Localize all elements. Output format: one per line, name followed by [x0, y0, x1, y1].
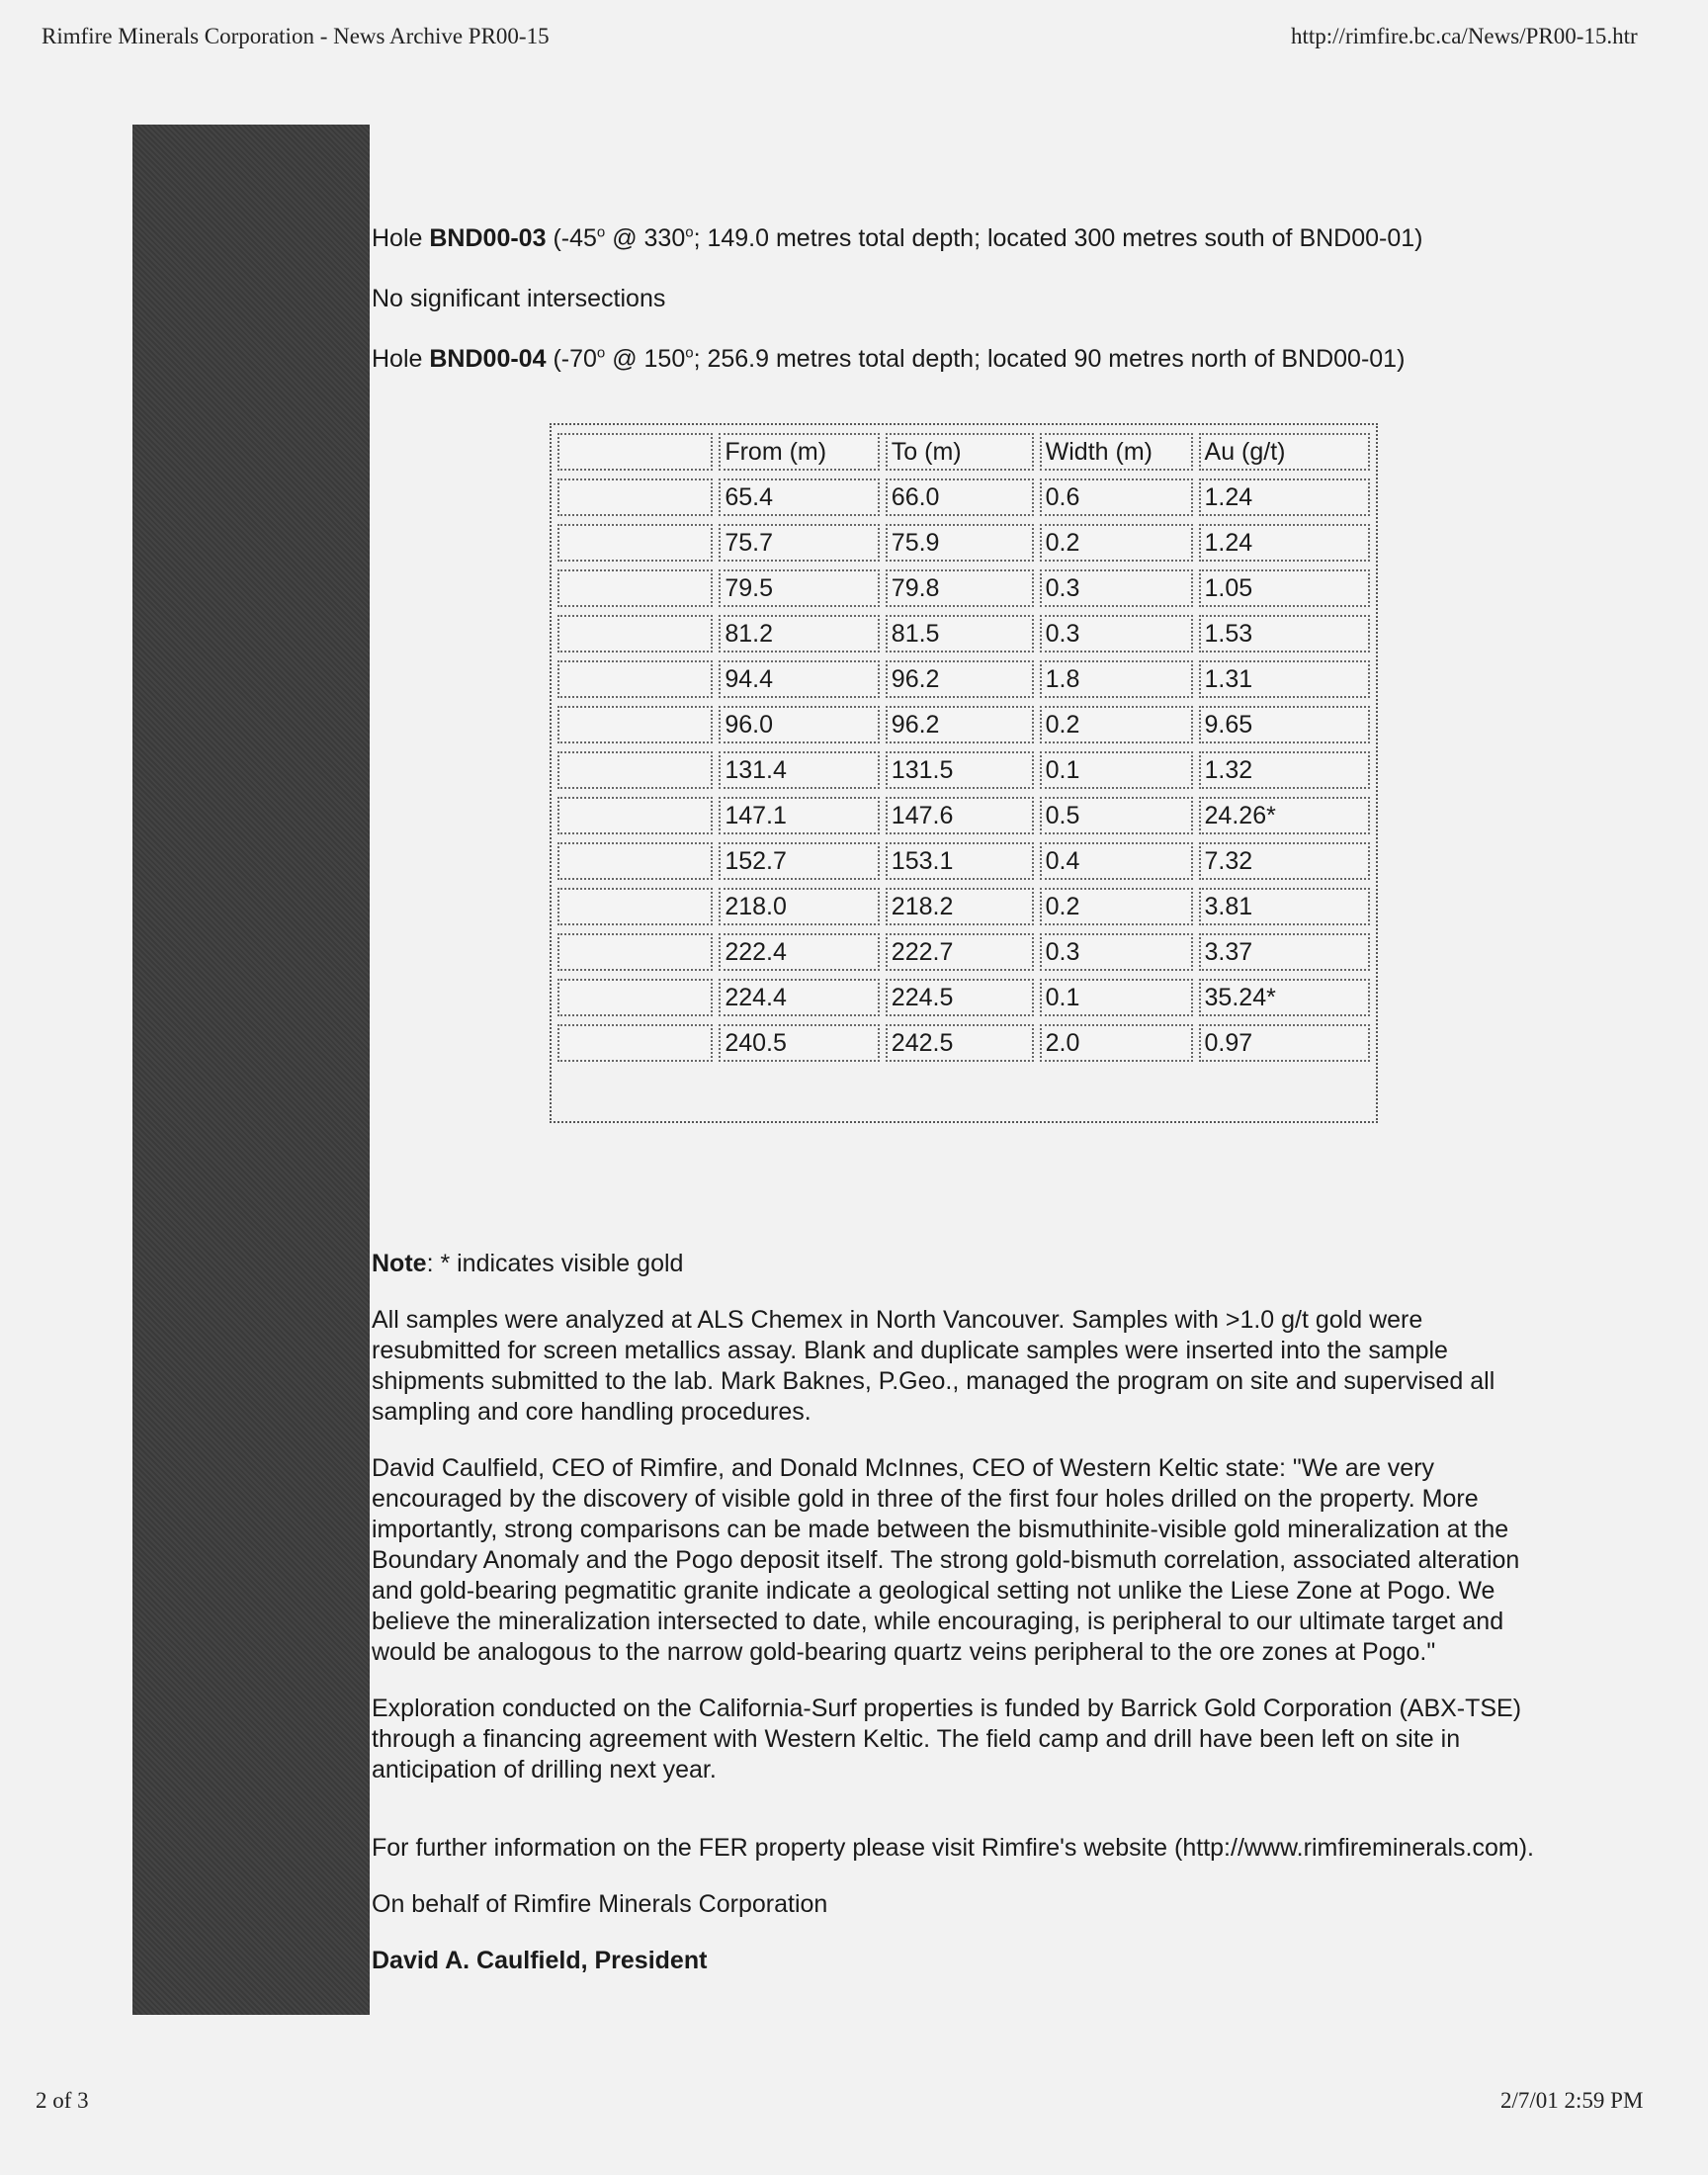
table-row — [557, 569, 1370, 607]
table-cell: 96.2 — [886, 660, 1034, 698]
table-cell: 152.7 — [719, 842, 879, 880]
table-cell: 0.1 — [1040, 979, 1193, 1016]
table-cell: 0.1 — [1040, 751, 1193, 789]
table-header-row — [557, 433, 1370, 471]
table-cell: 1.32 — [1199, 751, 1370, 789]
hole-bnd00-04-heading: Hole BND00-04 (-70$^o$ @ 150$^o$; 256.9 metres total depth; located 90 metres north of BND00-01) — [372, 344, 1406, 373]
table-cell: 0.2 — [1040, 524, 1193, 562]
table-cell: 1.8 — [1040, 660, 1193, 698]
table-cell: 3.81 — [1199, 888, 1370, 925]
table-cell: 131.5 — [886, 751, 1034, 789]
page-number: 2 of 3 — [36, 2088, 89, 2113]
table-cell: 75.9 — [886, 524, 1034, 562]
paragraph-info: For further information on the FER property please visit Rimfire's website (http://www.rimfireminerals.com). — [372, 1834, 1534, 1862]
table-cell: 94.4 — [719, 660, 879, 698]
assay-results-table — [550, 423, 1378, 1123]
table-cell: 0.2 — [1040, 888, 1193, 925]
page-header-url: http://rimfire.bc.ca/News/PR00-15.htr — [1291, 24, 1638, 48]
table-cell: 0.6 — [1040, 478, 1193, 516]
table-cell: 0.97 — [1199, 1024, 1370, 1062]
table-cell: 79.8 — [886, 569, 1034, 607]
table-cell — [557, 797, 713, 834]
table-cell: 1.53 — [1199, 615, 1370, 652]
table-header-cell: From (m) — [719, 433, 879, 471]
table-row — [557, 933, 1370, 971]
table-cell: 153.1 — [886, 842, 1034, 880]
table-header-cell — [557, 433, 713, 471]
hole-id: BND00-03 — [429, 224, 547, 252]
table-cell: 9.65 — [1199, 706, 1370, 743]
table-cell: 131.4 — [719, 751, 879, 789]
left-sidebar-bar — [132, 125, 370, 2015]
table-cell: 1.24 — [1199, 478, 1370, 516]
table-cell: 0.4 — [1040, 842, 1193, 880]
table-header-cell: To (m) — [886, 433, 1034, 471]
table-cell: 24.26* — [1199, 797, 1370, 834]
table-cell: 0.3 — [1040, 569, 1193, 607]
table-header-cell: Au (g/t) — [1199, 433, 1370, 471]
table-cell: 222.4 — [719, 933, 879, 971]
table-cell — [557, 660, 713, 698]
table-row — [557, 478, 1370, 516]
paragraph-lab: All samples were analyzed at ALS Chemex in North Vancouver. Samples with >1.0 g/t gold were resubmitted for screen metallics assay. Blank and duplicate samples were inserted into the sample shipments submitted to the lab. Mark Baknes, P.Geo., managed the program on site and supervised all sampling and core handling procedures. — [372, 1306, 1495, 1426]
table-cell — [557, 524, 713, 562]
table-cell: 222.7 — [886, 933, 1034, 971]
table-cell: 2.0 — [1040, 1024, 1193, 1062]
table-cell: 7.32 — [1199, 842, 1370, 880]
table-row — [557, 842, 1370, 880]
table-row — [557, 706, 1370, 743]
table-row — [557, 524, 1370, 562]
table-cell: 0.2 — [1040, 706, 1193, 743]
table-cell: 0.3 — [1040, 615, 1193, 652]
table-header-cell: Width (m) — [1040, 433, 1193, 471]
table-cell: 218.0 — [719, 888, 879, 925]
table-row — [557, 751, 1370, 789]
paragraph-behalf: On behalf of Rimfire Minerals Corporation — [372, 1890, 828, 1918]
hole-id: BND00-04 — [429, 345, 547, 373]
table-cell: 1.24 — [1199, 524, 1370, 562]
table-cell — [557, 706, 713, 743]
table-cell: 96.2 — [886, 706, 1034, 743]
table-cell: 224.4 — [719, 979, 879, 1016]
table-cell: 240.5 — [719, 1024, 879, 1062]
page-header-title: Rimfire Minerals Corporation - News Archive PR00-15 — [42, 24, 550, 48]
table-row — [557, 1024, 1370, 1062]
table-cell — [557, 888, 713, 925]
table-cell: 218.2 — [886, 888, 1034, 925]
table-row — [557, 888, 1370, 925]
table-cell: 147.6 — [886, 797, 1034, 834]
table-cell: 147.1 — [719, 797, 879, 834]
table-cell: 224.5 — [886, 979, 1034, 1016]
table-row — [557, 979, 1370, 1016]
table-cell: 75.7 — [719, 524, 879, 562]
print-datetime: 2/7/01 2:59 PM — [1500, 2088, 1644, 2113]
table-cell: 242.5 — [886, 1024, 1034, 1062]
table-row — [557, 797, 1370, 834]
table-row — [557, 615, 1370, 652]
table-cell: 66.0 — [886, 478, 1034, 516]
paragraph-funding: Exploration conducted on the California-Surf properties is funded by Barrick Gold Corporation (ABX-TSE) through a financing agreement with Western Keltic. The field camp and drill have been left on site in anticipation of drilling next year. — [372, 1695, 1522, 1784]
table-cell: 81.5 — [886, 615, 1034, 652]
table-cell — [557, 979, 713, 1016]
table-cell: 1.31 — [1199, 660, 1370, 698]
note-visible-gold: Note: * indicates visible gold — [372, 1250, 684, 1277]
hole-bnd00-03-heading: Hole BND00-03 (-45$^o$ @ 330$^o$; 149.0 metres total depth; located 300 metres south of BND00-01) — [372, 223, 1423, 252]
hole-bnd00-03-result: No significant intersections — [372, 285, 666, 312]
table-cell: 79.5 — [719, 569, 879, 607]
table-cell — [557, 478, 713, 516]
table-cell — [557, 933, 713, 971]
table-cell: 81.2 — [719, 615, 879, 652]
table-cell — [557, 751, 713, 789]
table-cell: 1.05 — [1199, 569, 1370, 607]
paragraph-quote: David Caulfield, CEO of Rimfire, and Donald McInnes, CEO of Western Keltic state: "We are very encouraged by the discovery of visible gold in three of the first four holes drilled on the property. More importantly, strong comparisons can be made between the bismuthinite-visible gold mineralization at the Boundary Anomaly and the Pogo deposit itself. The strong gold-bismuth correlation, associated alteration and gold-bearing pegmatitic granite indicate a geological setting not unlike the Liese Zone at Pogo. We believe the mineralization intersected to date, while encouraging, is peripheral to our ultimate target and would be analogous to the narrow gold-bearing quartz veins peripheral to the ore zones at Pogo." — [372, 1454, 1520, 1666]
signature: David A. Caulfield, President — [372, 1947, 708, 1974]
table-cell — [557, 569, 713, 607]
table-cell — [557, 1024, 713, 1062]
table-cell: 96.0 — [719, 706, 879, 743]
table-cell — [557, 615, 713, 652]
table-cell — [557, 842, 713, 880]
table-cell: 3.37 — [1199, 933, 1370, 971]
table-cell: 65.4 — [719, 478, 879, 516]
table-cell: 35.24* — [1199, 979, 1370, 1016]
table-cell: 0.5 — [1040, 797, 1193, 834]
table-cell: 0.3 — [1040, 933, 1193, 971]
table-row — [557, 660, 1370, 698]
